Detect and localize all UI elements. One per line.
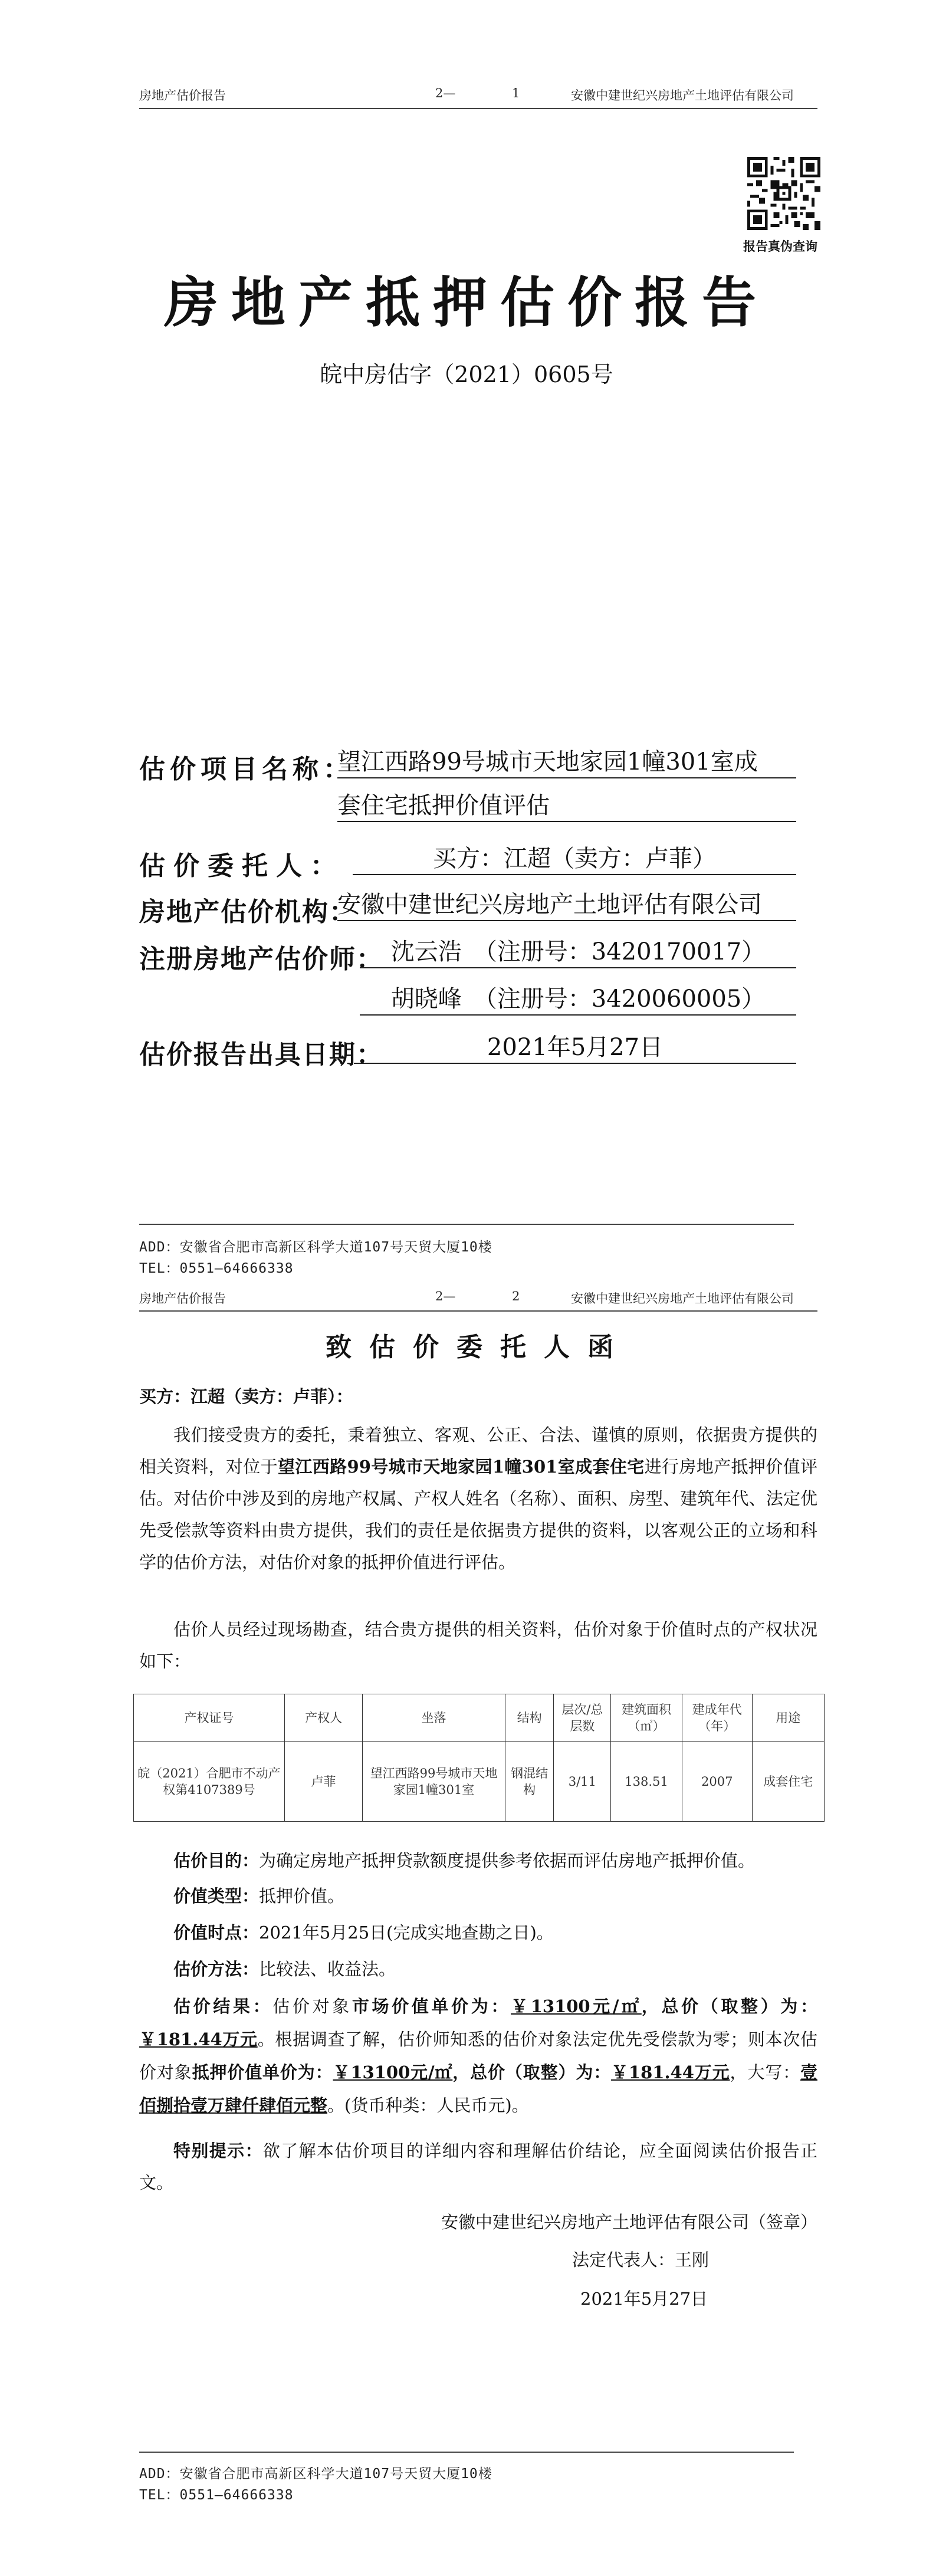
market-unit-price: ￥13100元/㎡ <box>511 1996 642 2016</box>
header-left: 房地产估价报告 <box>139 1292 226 1306</box>
special-note <box>139 2135 817 2199</box>
issue-date-value: 2021年5月27日 <box>354 1032 796 1064</box>
company-signature: 安徽中建世纪兴房地产土地评估有限公司（签章） <box>441 2212 817 2232</box>
value-date-line <box>139 1917 817 1949</box>
appraiser-2: 胡晓峰 （注册号：3420060005） <box>360 984 796 1016</box>
col-cert-no: 产权证号 <box>134 1694 285 1742</box>
header-rule <box>139 108 817 109</box>
result-paragraph <box>139 1990 817 2122</box>
footer-rule <box>139 1224 794 1225</box>
method-line <box>139 1953 817 1985</box>
client-label: 估价委托人： <box>139 851 344 881</box>
col-location: 坐落 <box>363 1694 505 1742</box>
agency-label: 房地产估价机构： <box>139 897 356 927</box>
project-name-line-1: 望江西路99号城市天地家园1幢301室成 <box>337 747 796 778</box>
result-text-2: 。根据调查了解，估价师知悉的估价对象法定优先受偿款为零；则本次估价对象 <box>139 2029 817 2082</box>
col-structure: 结构 <box>505 1694 554 1742</box>
value-type-label: 价值类型： <box>173 1886 260 1906</box>
header-page-prefix: 2— <box>435 1289 456 1303</box>
survey-paragraph: 估价人员经过现场勘查，结合贵方提供的相关资料，估价对象于价值时点的产权状况如下： <box>139 1619 817 1671</box>
method-label: 估价方法： <box>173 1959 260 1979</box>
col-area: 建筑面积（㎡） <box>611 1694 682 1742</box>
footer-tel: TEL：0551—64666338 <box>139 2488 294 2503</box>
header-page-num: 1 <box>512 86 520 100</box>
header-page-num: 2 <box>512 1289 520 1303</box>
col-floor: 层次/总层数 <box>554 1694 611 1742</box>
col-owner: 产权人 <box>284 1694 362 1742</box>
value-type-line <box>139 1880 817 1912</box>
market-unit-label: 市场价值单价为： <box>352 1996 511 2016</box>
legal-representative: 法定代表人：王刚 <box>572 2250 710 2270</box>
method-text: 比较法、收益法。 <box>259 1959 396 1979</box>
agency-value: 安徽中建世纪兴房地产土地评估有限公司 <box>337 889 796 921</box>
cell-structure: 钢混结构 <box>505 1742 554 1822</box>
letter-title: 致估价委托人函 <box>326 1332 631 1362</box>
appraiser-1: 沈云浩 （注册号：3420170017） <box>360 937 796 968</box>
header-left: 房地产估价报告 <box>139 88 226 103</box>
mortgage-unit-price: ￥13100元/㎡ <box>333 2062 453 2082</box>
cell-location: 望江西路99号城市天地家园1幢301室 <box>363 1742 505 1822</box>
project-name-label: 估价项目名称： <box>139 754 354 784</box>
result-text-1: 估价对象 <box>272 1996 352 2016</box>
salutation: 买方：江超（卖方：卢菲）： <box>139 1386 353 1407</box>
header-page-prefix: 2— <box>435 86 456 100</box>
property-address: 望江西路99号城市天地家园1幢301室成套住宅 <box>278 1457 645 1477</box>
value-type-text: 抵押价值。 <box>259 1886 345 1906</box>
mortgage-total-label: ，总价（取整）为： <box>452 2062 612 2082</box>
footer-rule <box>139 2452 794 2453</box>
purpose-line <box>139 1845 817 1877</box>
intro-text-c: 进行房地产抵押价值评估。对估价中涉及到的房地产权属、产权人姓名（名称）、面积、房型、建筑年代、法定优先受偿款等资料由贵方提供，我们的责任是依据贵方提供的资料，以客观公正的立场和科学的估价方法，对估价对象的抵押价值进行评估。 <box>139 1457 817 1572</box>
result-label: 估价结果： <box>173 1996 273 2016</box>
table-row <box>134 1742 825 1822</box>
currency-note: 。(货币种类：人民币元)。 <box>327 2095 529 2115</box>
report-number: 皖中房估字（2021）0605号 <box>320 362 613 387</box>
header-right: 安徽中建世纪兴房地产土地评估有限公司 <box>571 88 794 103</box>
letter-date: 2021年5月27日 <box>580 2289 708 2309</box>
mortgage-total-price: ￥181.44万元 <box>611 2062 730 2082</box>
cell-year: 2007 <box>682 1742 752 1822</box>
purpose-label: 估价目的： <box>173 1851 260 1871</box>
col-usage: 用途 <box>752 1694 824 1742</box>
cell-cert-no: 皖（2021）合肥市不动产权第4107389号 <box>134 1742 285 1822</box>
appraiser-label: 注册房地产估价师： <box>139 944 383 974</box>
market-total-label: ，总价（取整）为： <box>641 1996 817 2016</box>
uppercase-label: ，大写： <box>730 2062 800 2082</box>
cell-area: 138.51 <box>611 1742 682 1822</box>
purpose-text: 为确定房地产抵押贷款额度提供参考依据而评估房地产抵押价值。 <box>259 1851 756 1871</box>
uppercase-amount: 壹佰捌拾壹万肆仟肆佰元整 <box>139 2062 817 2115</box>
footer-address: ADD：安徽省合肥市高新区科学大道107号天贸大厦10楼 <box>139 2466 492 2482</box>
col-year: 建成年代（年） <box>682 1694 752 1742</box>
value-date-text: 2021年5月25日(完成实地查勘之日)。 <box>259 1923 554 1943</box>
footer-tel: TEL：0551—64666338 <box>139 1261 294 1276</box>
qr-code-icon[interactable] <box>747 157 820 230</box>
market-total-price: ￥181.44万元 <box>139 2029 258 2049</box>
special-note-label: 特别提示： <box>173 2141 263 2161</box>
issue-date-label: 估价报告出具日期： <box>139 1040 383 1070</box>
special-note-text: 欲了解本估价项目的详细内容和理解估价结论，应全面阅读估价报告正文。 <box>139 2141 817 2193</box>
client-value: 买方：江超（卖方：卢菲） <box>353 843 796 875</box>
project-name-line-2: 套住宅抵押价值评估 <box>337 790 796 822</box>
table-header-row <box>134 1694 825 1742</box>
cell-owner: 卢菲 <box>284 1742 362 1822</box>
intro-text-a: 我们接受贵方的委托，秉着独立、客观、公正、合法、谨慎的原则，依据贵方提供的相关资料，对位于 <box>139 1425 817 1477</box>
cell-usage: 成套住宅 <box>752 1742 824 1822</box>
qr-caption: 报告真伪查询 <box>743 239 817 254</box>
header-right: 安徽中建世纪兴房地产土地评估有限公司 <box>571 1292 794 1306</box>
footer-address: ADD：安徽省合肥市高新区科学大道107号天贸大厦10楼 <box>139 1240 492 1255</box>
report-title: 房地产抵押估价报告 <box>163 271 769 334</box>
cell-floor: 3/11 <box>554 1742 611 1822</box>
property-table <box>133 1694 825 1822</box>
mortgage-unit-label: 抵押价值单价为： <box>192 2062 333 2082</box>
header-rule <box>139 1310 817 1312</box>
intro-paragraph <box>139 1419 817 1578</box>
value-date-label: 价值时点： <box>173 1923 260 1943</box>
